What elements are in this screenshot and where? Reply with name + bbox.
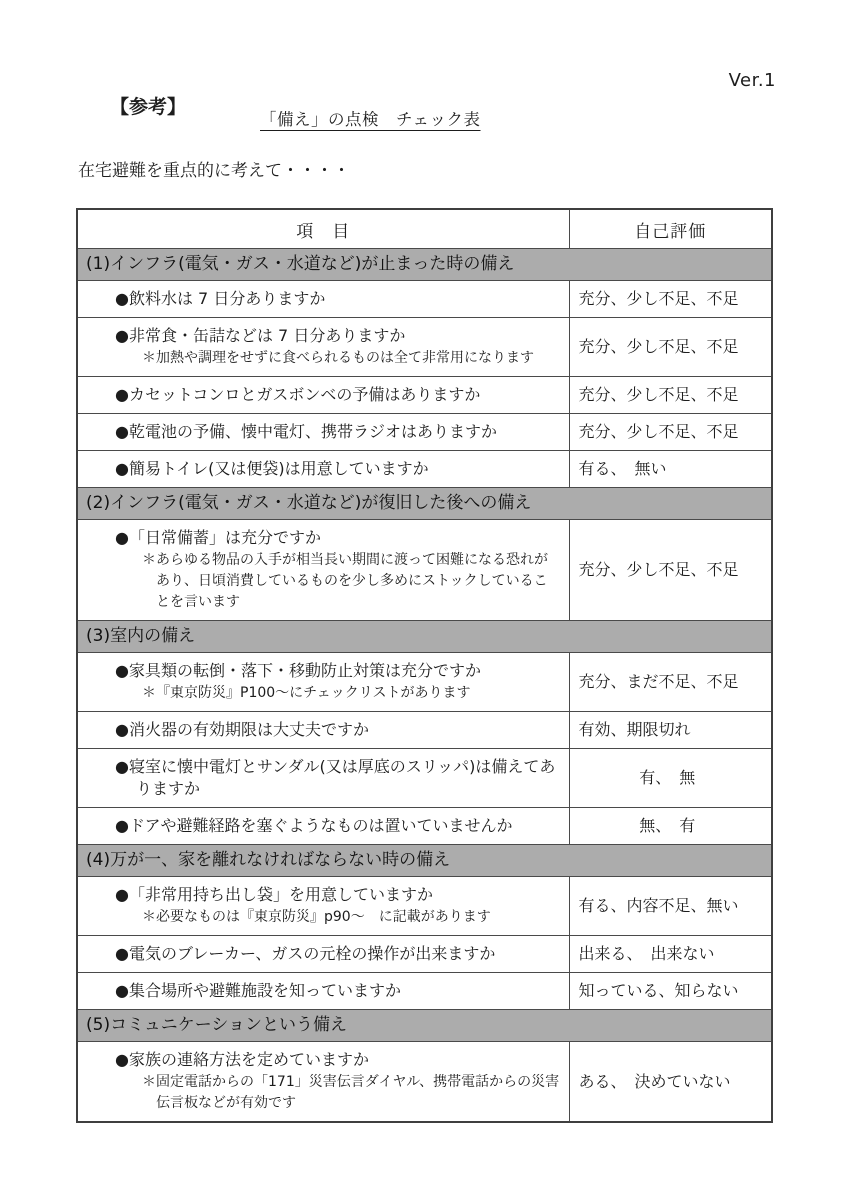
section-row (77, 621, 772, 653)
note-text: ＊『東京防災』P100〜にチェックリストがあります (142, 685, 471, 701)
question-text: ●非常食・缶詰などは 7 日分ありますか (115, 326, 406, 345)
question-cell (77, 973, 569, 1010)
evaluation-cell: 充分、少し不足、不足 (569, 281, 772, 318)
evaluation-cell: 充分、まだ不足、不足 (569, 653, 772, 712)
version-label: Ver.1 (728, 70, 776, 91)
question-cell (77, 712, 569, 749)
question-text: ●寝室に懐中電灯とサンダル(又は厚底のスリッパ)は備えてありますか (115, 757, 556, 798)
section-header: (4)万が一、家を離れなければならない時の備え (77, 845, 772, 877)
question-text: ●飲料水は 7 日分ありますか (115, 289, 326, 308)
evaluation-cell: 有る、 無い (569, 451, 772, 488)
note-text: ＊固定電話からの「171」災害伝言ダイヤル、携帯電話からの災害伝言板などが有効です (142, 1074, 560, 1111)
question-cell (77, 936, 569, 973)
question-text: ●ドアや避難経路を塞ぐようなものは置いていませんか (115, 816, 513, 835)
question-cell (77, 1042, 569, 1123)
evaluation-cell: 知っている、知らない (569, 973, 772, 1010)
table-row (77, 712, 772, 749)
page-title: 「備え」の点検 チェック表 (260, 110, 481, 129)
question-text: ●「日常備蓄」は充分ですか (115, 528, 321, 547)
note-text: ＊必要なものは『東京防災』p90〜 に記載があります (142, 909, 491, 925)
question-cell (77, 749, 569, 808)
section-header: (2)インフラ(電気・ガス・水道など)が復旧した後への備え (77, 488, 772, 520)
question-text: ●カセットコンロとガスボンベの予備はありますか (115, 385, 481, 404)
question-cell (77, 281, 569, 318)
intro-text: 在宅避難を重点的に考えて・・・・ (78, 161, 350, 181)
evaluation-cell: 出来る、 出来ない (569, 936, 772, 973)
table-row (77, 653, 772, 712)
evaluation-cell: 充分、少し不足、不足 (569, 520, 772, 621)
section-row (77, 249, 772, 281)
question-text: ●家族の連絡方法を定めていますか (115, 1050, 369, 1069)
question-text: ●簡易トイレ(又は便袋)は用意していますか (115, 459, 429, 478)
question-text: ●消火器の有効期限は大丈夫ですか (115, 720, 369, 739)
question-cell (77, 877, 569, 936)
column-header-evaluation: 自己評価 (569, 209, 772, 249)
section-header: (3)室内の備え (77, 621, 772, 653)
question-cell (77, 414, 569, 451)
section-row (77, 845, 772, 877)
question-cell (77, 808, 569, 845)
table-row (77, 973, 772, 1010)
question-text: ●乾電池の予備、懐中電灯、携帯ラジオはありますか (115, 422, 497, 441)
note-text: ＊あらゆる物品の入手が相当長い期間に渡って困難になる恐れがあり、日頃消費しているものを少し多めにストックしていることを言います (142, 552, 548, 610)
question-cell (77, 520, 569, 621)
section-header: (5)コミュニケーションという備え (77, 1010, 772, 1042)
question-cell (77, 318, 569, 377)
section-header: (1)インフラ(電気・ガス・水道など)が止まった時の備え (77, 249, 772, 281)
table-row (77, 877, 772, 936)
evaluation-cell: 有、 無 (569, 749, 772, 808)
question-cell (77, 377, 569, 414)
table-row (77, 1042, 772, 1123)
table-row (77, 414, 772, 451)
question-cell (77, 451, 569, 488)
evaluation-cell: ある、 決めていない (569, 1042, 772, 1123)
column-header-item: 項 目 (77, 209, 569, 249)
checklist-table-container (76, 208, 773, 1123)
table-row (77, 451, 772, 488)
question-text: ●電気のブレーカー、ガスの元栓の操作が出来ますか (115, 944, 496, 963)
checklist-table-body (77, 249, 772, 1123)
question-text: ●家具類の転倒・落下・移動防止対策は充分ですか (115, 661, 481, 680)
note-text: ＊加熱や調理をせずに食べられるものは全て非常用になります (142, 350, 534, 366)
header-row (77, 209, 772, 249)
section-row (77, 1010, 772, 1042)
checklist-table (76, 208, 773, 1123)
evaluation-cell: 無、 有 (569, 808, 772, 845)
reference-label: 【参考】 (110, 96, 187, 118)
table-row (77, 318, 772, 377)
question-cell (77, 653, 569, 712)
evaluation-cell: 有効、期限切れ (569, 712, 772, 749)
evaluation-cell: 充分、少し不足、不足 (569, 414, 772, 451)
table-row (77, 281, 772, 318)
section-row (77, 488, 772, 520)
evaluation-cell: 有る、内容不足、無い (569, 877, 772, 936)
table-row (77, 808, 772, 845)
table-row (77, 377, 772, 414)
question-text: ●集合場所や避難施設を知っていますか (115, 981, 401, 1000)
table-row (77, 936, 772, 973)
table-row (77, 749, 772, 808)
evaluation-cell: 充分、少し不足、不足 (569, 377, 772, 414)
evaluation-cell: 充分、少し不足、不足 (569, 318, 772, 377)
table-row (77, 520, 772, 621)
question-text: ●「非常用持ち出し袋」を用意していますか (115, 885, 433, 904)
